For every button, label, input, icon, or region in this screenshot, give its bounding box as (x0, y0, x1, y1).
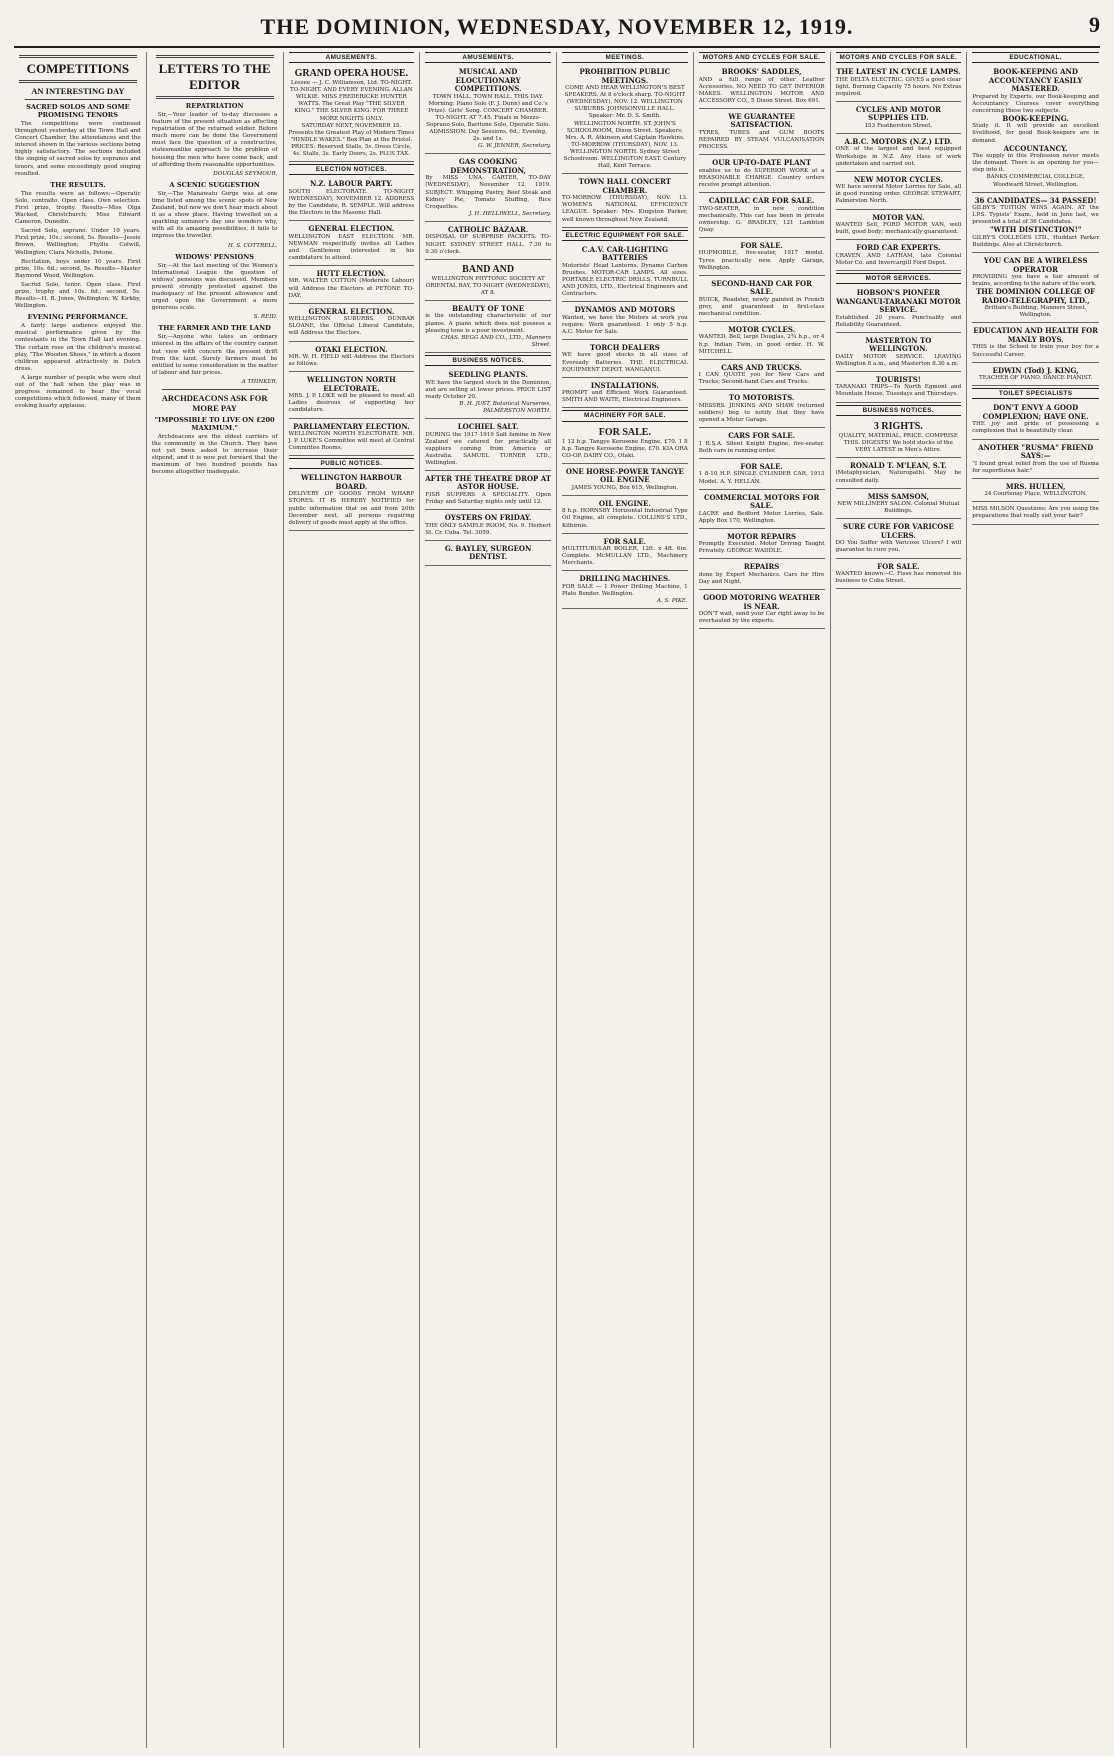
ad-title: CATHOLIC BAZAAR. (447, 224, 529, 234)
column-heading: MOTORS AND CYCLES FOR SALE. (699, 52, 825, 63)
column-heading: MACHINERY FOR SALE. (562, 410, 688, 421)
ad-body: WELLINGTON SUBURBS. DUNBAR SLOANE, the Official Liberal Candidate, will Address the Electors. (288, 316, 415, 337)
ad-title: RONALD T. M'LEAN, S.T. (850, 460, 947, 470)
story-title: ARCHDEACONS ASK FOR MORE PAY (161, 393, 268, 413)
divider (25, 99, 131, 100)
ad-title: GAS COOKING DEMONSTRATION, (450, 157, 526, 175)
ad-title: BROOKS' SADDLES, (721, 67, 802, 77)
ad-title: INSTALLATIONS. (590, 380, 659, 390)
advertisement (425, 512, 551, 541)
ad-title: DRILLING MACHINES. (579, 574, 671, 584)
advertisement (699, 324, 825, 360)
paragraph: Sacred Solo, soprano. Under 19 years. First prize, 10s.; second, 5s. Results—Jessie Brown, Wellington; Phyllis Colwill, Wellington; Clara Nicholls, Petone. (15, 228, 141, 256)
ad-body: WE have several Motor Lorries for Sale, all in good running order. GEORGE STEWART, Palmerston North. (835, 184, 962, 205)
ad-body: Wanted, we have the Motors at work you require. Work guaranteed. 1 only 5 h.p. A.C. Motor for Sale. (562, 314, 688, 335)
ad-body: HUPMOBILE, five-seater, 1917 model. Tyres practically new. Apply Garage, Wellington. (698, 250, 825, 271)
ad-body: THIS is the School to train your boy for a Successful Career. (972, 344, 1099, 358)
ad-title: TOWN HALL CONCERT CHAMBER. (578, 177, 671, 195)
ad-title: HOBSON'S PIONEER WANGANUI-TARANAKI MOTOR SERVICE. (836, 288, 961, 314)
ad-body: 1 B.S.A. Silent Knight Engine, five-seater. Both cars in running order. (698, 440, 825, 454)
advertisement (425, 369, 551, 419)
ad-title: SURE CURE FOR VARICOSE ULCERS. (842, 522, 954, 540)
ad-body: FOR SALE — 1 Power Drilling Machine, 1 Plate Bender. Wellington. (562, 583, 688, 598)
ad-body: MESSRS. JENKINS AND SHAW (returned soldiers) beg to notify that they have opened a Motor Garage. (698, 402, 825, 424)
ad-title: WE GUARANTEE SATISFACTION. (728, 111, 795, 130)
advertisement (562, 425, 688, 464)
advertisement (289, 306, 415, 342)
advertisement (699, 362, 825, 391)
column-1 (10, 52, 147, 1748)
advertisement (562, 466, 688, 496)
ad-body: TOWN HALL. TOWN HALL. THIS DAY. Morning: Piano Solo (F. J. Dunn) and Co.'s Prize). Girls' Song. CONCERT CHAMBER. (428, 93, 549, 114)
advertisement (562, 66, 688, 174)
divider (156, 96, 274, 99)
paragraph: The competitions were continued throughout yesterday at the Town Hall and Concert Chamber, the attendances and the interest shown in the various sections being highly satisfactory. The sections included the singing of sacred solos by sopranos and tenors, and some exceedingly good singing resulted. (15, 121, 141, 177)
ad-body: PROMPT and Efficient Work Guaranteed. SMITH AND WAITE, Electrical Engineers. (562, 390, 688, 404)
advertisement (836, 521, 962, 558)
ad-signature: CHAS. BEGG AND CO., LTD., Manners Street. (440, 334, 551, 348)
ad-body: GILBY'S TUITION WINS AGAIN. AT the I.P.S. Typists' Exam., held in June last, we presented a total of 36 Candidates. (972, 205, 1099, 226)
ad-body: WELLINGTON PHYTONIC SOCIETY AT ORIENTAL BAY, TO-NIGHT (WEDNESDAY), AT 8. (425, 275, 551, 296)
ad-body: TO-MORROW (THURSDAY), NOV. 13. WOMEN'S NATIONAL EFFICIENCY LEAGUE. Speaker: Mrs. Kingston Parker, well known throughout New Zealand. (562, 195, 688, 223)
ad-body: Promptly Executed. Motor Driving Taught Privately. GEORGE WADDLE. (698, 541, 825, 555)
ad-signature: G. W. JENNER, Secretary. (478, 143, 551, 150)
ad-body: WANTED known—C. Fisse has removed his business to Cuba Street. (835, 571, 962, 585)
ad-body: 24 Courtenay Place, WELLINGTON. (984, 491, 1087, 498)
ad-title: CADILLAC CAR FOR SALE. (708, 196, 815, 206)
ad-title: EDUCATION AND HEALTH FOR MANLY BOYS. (973, 326, 1098, 344)
ad-body: WE have the largest stock in the Dominion, and are selling at lower prices. PRICE LIST ready October 20. (425, 379, 551, 400)
ad-body: TO-NIGHT. AT 7.45. Finals in Mezzo-Soprano Solo, Baritone Solo, Operatic Solo. ADMISSION: Day Sessions, 6d.; Evening, 2s. and 1s. (426, 114, 551, 143)
advertisement (699, 430, 825, 459)
ad-title: TOURISTS! (875, 374, 921, 384)
advertisement (425, 156, 551, 222)
column-heading: EDUCATIONAL. (972, 52, 1099, 63)
ad-body: PROVIDING you have a fair amount of brains, according to the nature of the work. (972, 274, 1099, 288)
ad-signature: B. H. JUST, Botanical Nurseries, PALMERSTON NORTH. (459, 400, 551, 414)
ad-title: "WITH DISTINCTION!" (989, 225, 1082, 235)
ad-title: OYSTERS ON FRIDAY. (444, 513, 532, 523)
column-heading: PUBLIC NOTICES. (289, 458, 415, 469)
ad-title: DON'T ENVY A GOOD COMPLEXION; HAVE ONE. (982, 403, 1089, 421)
ad-body: DISPOSAL OF SURPRISE PACKETS. TO-NIGHT. SYDNEY STREET HALL. 7.30 to 9.30 o'clock. (425, 234, 551, 255)
ad-title: GENERAL ELECTION. (308, 306, 395, 316)
advertisement (562, 380, 688, 409)
ad-body: Brittain's Building, Manners Street, Wellington. (984, 305, 1087, 319)
ad-body: By MISS UNA CARTER, TO-DAY (WEDNESDAY), November 12, 1919. SUBJECT: Whipping Pastry, Beef Steak and Kidney Pie, Tomato Stuffing, Rice Croquettes. (425, 175, 551, 210)
advertisement (699, 240, 825, 276)
ad-title: THE LATEST IN CYCLE LAMPS. (836, 67, 961, 77)
advertisement (562, 304, 688, 340)
ad-body: THE DELTA ELECTRIC. GIVES a good clear light. Burning Capacity 75 hours. No Extras required. (835, 76, 962, 97)
ad-signature: J. H. HELLIWELL, Secretary. (469, 210, 551, 217)
ad-body: TYRES, TUBES and GUM BOOTS REPAIRED BY STEAM VULCANISATION PROCESS. (698, 129, 825, 151)
ad-title: MRS. HULLEN, (1005, 481, 1066, 491)
advertisement (699, 111, 825, 155)
ad-title: NEW MOTOR CYCLES. (853, 174, 943, 184)
ad-title: COMMERCIAL MOTORS FOR SALE. (703, 492, 820, 511)
letter-title: THE FARMER AND THE LAND (158, 324, 271, 333)
ad-title: WELLINGTON HARBOUR BOARD. (300, 473, 402, 491)
paragraph: Sacred Solo, tenor. Open class. First prize, trophy and 10s. 6d.; second, 5s. Results—H. B. Jones, Wellington; W. Kirkby, Wellington. (15, 281, 141, 310)
ad-body: WANTED, Bell, large Douglas, 2¾ h.p., or 4 h.p. Indian Twin, in good order. H. W. MITCHELL. (698, 334, 825, 355)
paragraph: Recitation, boys under 10 years. First prize, 10s. 6d.; second, 5s. Results—Master Raymond Wood, Wellington. (15, 258, 141, 279)
ad-body: DELIVERY OF GOODS FROM WHARF STORES. IT IS HEREBY NOTIFIED for public information that on and from 20th December next, all persons requiring delivery of goods must apply at the office. (288, 491, 415, 526)
letter-title: WIDOWS' PENSIONS (175, 252, 255, 261)
advertisement (699, 195, 825, 238)
advertisement (562, 536, 688, 572)
ad-title: FOR SALE. (877, 561, 920, 571)
ad-title: AFTER THE THEATRE DROP AT ASTOR HOUSE. (425, 473, 551, 492)
letter-signature: H. S. COTTRELL. (227, 242, 278, 249)
ad-title: GRAND OPERA HOUSE. (294, 68, 409, 80)
ad-body: MULTITUBULAR BOILER, 12ft. x 4ft. 6in. Complete. McMULLAN LTD., Machinery Merchants. (562, 546, 688, 567)
ad-title: WELLINGTON NORTH ELECTORATE. (306, 375, 396, 393)
advertisement (972, 481, 1099, 503)
column-6 (694, 52, 831, 1748)
ad-title: FOR SALE. (740, 461, 783, 471)
column-7 (831, 52, 968, 1748)
advertisement (836, 174, 962, 210)
section-heading: COMPETITIONS (26, 61, 130, 76)
column-4 (420, 52, 557, 1748)
ad-title: BOOK-KEEPING. (1002, 113, 1069, 123)
advertisement (836, 136, 962, 172)
ad-body: LACRE and Bedford Motor Lorries, Sale. Apply Box 170, Wellington. (698, 510, 825, 524)
advertisement (425, 421, 551, 471)
ad-title: EDWIN (Tod) J. KING, (992, 365, 1079, 375)
ad-body: FISH SUPPERS A SPECIALITY. Open Friday and Saturday nights only until 12. (425, 491, 551, 506)
advertisement (972, 504, 1099, 524)
ad-title: PARLIAMENTARY ELECTION. (293, 421, 410, 431)
ad-body: Established 20 years. Punctuality and Reliability Guaranteed. (835, 314, 962, 328)
ad-body: TARANAKI TRIPS—To North Egmont and Mountain House, Tuesdays and Thursdays. (835, 384, 962, 398)
ad-title: PROHIBITION PUBLIC MEETINGS. (579, 67, 671, 85)
column-heading: MEETINGS. (562, 52, 688, 63)
column-heading: BUSINESS NOTICES. (425, 355, 551, 366)
ad-body: WELLINGTON NORTH ELECTORATE. MR. J. P. LUKE'S Committee will meet at Central Committee Rooms. (288, 431, 415, 452)
ad-title: 3 RIGHTS. (873, 420, 923, 432)
ad-body: DURING the 1917-1919 Salt famine in New Zealand we catered for practically all suppliers coming from America or Australia. SAMUEL TURNER LTD., Wellington. (425, 431, 551, 466)
ad-body: "I found great relief from the use of Rusma for superfluous hair." (972, 460, 1099, 474)
column-2 (147, 52, 284, 1748)
ad-title: MOTOR REPAIRS (727, 531, 797, 541)
advertisement (425, 224, 551, 260)
ad-body: Study it. It will provide an excellent livelihood, for good Book-keepers are in demand. (972, 123, 1099, 144)
advertisement (425, 262, 551, 301)
ad-body: 153 Featherston Street. (864, 122, 933, 129)
advertisement (289, 421, 415, 457)
letter-signature: S. REID. (253, 314, 278, 321)
ad-title: MOTOR VAN. (872, 212, 925, 222)
ad-body: TWO-SEATER, in new condition mechanically. This car has been in private ownership. G. BRADLEY, 121 Lambton Quay. (698, 205, 825, 233)
advertisement (836, 66, 962, 102)
column-8 (967, 52, 1104, 1748)
divider (19, 80, 137, 83)
ad-title: MISS SAMSON, (867, 491, 929, 501)
subhead: THE RESULTS. (50, 180, 106, 189)
advertisement (289, 344, 415, 373)
paragraph: A large number of people who were shut out of the hall when the play was in progress remained to hear the vocal competitions which followed, many of them evoking hearty applause. (15, 374, 141, 410)
column-heading: ELECTION NOTICES. (289, 164, 415, 175)
advertisement (699, 531, 825, 560)
ad-title: BEAUTY OF TONE (452, 303, 525, 313)
column-3 (284, 52, 421, 1748)
ad-title: LOCHIEL SALT. (457, 422, 519, 431)
advertisement (562, 498, 688, 534)
ad-title: OUR UP-TO-DATE PLANT (712, 158, 812, 168)
ad-title: A.B.C. MOTORS (N.Z.) LTD. (844, 136, 953, 146)
ad-prices: PRICES: Reserved Stalls, 5s. Dress Circle, 4s. Stalls, 3s. Early Doors, 2s. PLUS TAX. (291, 143, 412, 158)
advertisement (836, 242, 962, 271)
subhead: EVENING PERFORMANCE. (27, 313, 129, 322)
ad-body: WANTED Sell, FORD MOTOR VAN, well built, good body; mechanically guaranteed. (835, 222, 962, 236)
ad-body: enables us to do SUPERIOR WORK at a REASONABLE CHARGE. Country orders receive prompt attention. (698, 167, 825, 188)
ad-body: CRAVEN AND LATHAM, late Colonial Motor Co. and Invercargill Ford Depot. (835, 252, 962, 266)
column-heading: AMUSEMENTS. (425, 52, 551, 63)
ad-body: TEACHER OF PIANO. DANCE PIANIST. (979, 375, 1093, 382)
ad-title: OTAKI ELECTION. (315, 344, 388, 354)
ad-title: FOR SALE. (598, 426, 651, 438)
column-5 (557, 52, 694, 1748)
ad-body: TO-MORROW (THURSDAY), NOV. 13. WELLINGTON NORTH. Sydney Street Schoolroom. WELLINGTON EAST. Century Hall, Kent Terrace. (563, 141, 687, 170)
section-heading: LETTERS TO THE EDITOR (158, 61, 271, 92)
ad-body: JAMES YOUNG, Box 615, Wellington. (571, 484, 678, 491)
advertisement (836, 419, 962, 458)
columns (10, 52, 1104, 1748)
advertisement (562, 573, 688, 609)
ad-title: FORD CAR EXPERTS. (856, 243, 941, 253)
ad-body: 1 8-10 H.P. SINGLE CYLINDER CAR, 1913 Model. A. Y. HELLAN. (698, 471, 825, 485)
advertisement (699, 561, 825, 590)
letter-signature: A THINKER. (241, 378, 278, 385)
ad-title: TORCH DEALERS (590, 342, 660, 352)
advertisement (699, 66, 825, 109)
ad-body: THE ONLY SAMPLE ROOM, No. 9. Herbert St. Cr. Cuba. Tel. 3059. (425, 522, 551, 536)
ad-title: GOOD MOTORING WEATHER IS NEAR. (703, 593, 821, 611)
divider (156, 55, 274, 58)
advertisement (699, 278, 825, 322)
ad-title: TO MOTORISTS. (728, 393, 795, 403)
ad-title: BAND AND (462, 263, 515, 275)
ad-title: CYCLES AND MOTOR SUPPLIES LTD. (855, 104, 941, 123)
advertisement (562, 342, 688, 378)
advertisement (425, 66, 551, 154)
advertisement (289, 374, 415, 418)
advertisement (972, 255, 1099, 323)
story-subtitle: "IMPOSSIBLE TO LIVE ON £200 MAXIMUM." (154, 416, 275, 432)
advertisement (836, 212, 962, 241)
advertisement (836, 335, 962, 372)
advertisement (836, 561, 962, 590)
advertisement (836, 491, 962, 520)
ad-title: MASTERTON TO WELLINGTON. (865, 335, 932, 354)
ad-title: N.Z. LABOUR PARTY. (310, 179, 393, 189)
ad-title: HUTT ELECTION. (316, 268, 387, 278)
ad-title: G. BAYLEY, SURGEON DENTIST. (444, 543, 532, 562)
ad-title: GENERAL ELECTION. (308, 224, 395, 234)
divider (19, 55, 137, 58)
advertisement (972, 195, 1099, 253)
ad-body: GILBY'S COLLEGES LTD., Huddart Parker Buildings. Also at Christchurch. (972, 234, 1099, 248)
ad-title: REPAIRS (743, 562, 780, 572)
column-heading: ELECTRIC EQUIPMENT FOR SALE. (562, 230, 688, 241)
column-heading: BUSINESS NOTICES. (836, 405, 962, 416)
ad-body: I CAN QUOTE you for New Cars and Trucks; Second-hand Cars and Trucks. (698, 372, 825, 386)
ad-title: ANOTHER "RUSMA" FRIEND SAYS:— (978, 442, 1094, 461)
paragraph: A fairly large audience enjoyed the musical performance given by the contestants in the Town Hall last evening. The curtain rose on the children's musical play, "The Wooden Shoes," in which a dozen children appeared attractively in Dutch dress. (15, 323, 141, 372)
ad-title: FOR SALE. (603, 536, 647, 546)
ad-title: YOU CAN BE A WIRELESS OPERATOR (983, 256, 1088, 274)
advertisement (972, 365, 1099, 387)
ad-title: CARS FOR SALE. (728, 431, 796, 441)
advertisement (972, 66, 1099, 193)
paragraph: The results were as follows:—Operatic Solo, contralto. Open class. Own selection. First prize, trophy. Results—Miss Olga Wacked, Christchurch; Miss Edward Cameron, Dunedin. (15, 190, 141, 226)
advertisement (425, 303, 551, 353)
ad-title: MUSICAL AND ELOCUTIONARY COMPETITIONS. (454, 67, 522, 94)
letter-title: A SCENIC SUGGESTION (169, 180, 260, 189)
ad-title: 36 CANDIDATES— 34 PASSED! (974, 195, 1097, 205)
ad-title: DYNAMOS AND MOTORS (574, 305, 676, 315)
ad-body: 8 h.p. HORNSBY Horizontal Industrial Type Oil Engine, all complete. COLLINS'S LTD., Kilbirnie. (562, 508, 688, 529)
advertisement (289, 268, 415, 304)
ad-title: THE DOMINION COLLEGE OF RADIO-TELEGRAPHY, LTD., (976, 287, 1096, 305)
ad-title: CARS AND TRUCKS. (721, 362, 802, 372)
advertisement (562, 244, 688, 302)
ad-body: WE have good stocks in all sizes of Eveready Batteries. THE ELECTRICAL EQUIPMENT DEPOT, WANGANUI. (562, 352, 688, 373)
divider (162, 389, 268, 390)
advertisement (972, 442, 1099, 479)
ad-body: Prepared by Experts, our Book-keeping and Accountancy Courses cover everything concerning these two subjects. (972, 93, 1099, 114)
ad-body: MR. W. H. FIELD will Address the Electors as follows. (288, 354, 415, 368)
advertisement (425, 473, 551, 510)
ad-body: WELLINGTON NORTH. ST. JOHN'S SCHOOLROOM, Dixon Street. Speakers: Mrs. A. R. Atkinson and Captain Hawkins. (565, 120, 685, 141)
ad-title: SECOND-HAND CAR FOR SALE. (711, 278, 812, 297)
ad-title: SEEDLING PLANTS. (448, 370, 528, 380)
ad-body: DO You Suffer with Varicose Ulcers? I will guarantee to cure you. (835, 540, 962, 554)
letter-body: Sir,—Your leader of to-day discusses a feature of the present situation as affecting repatriation of the returned soldier. Before much more can be done the Government must face the question of a constructive, statesmanlike approach to the problem of housing the men who have come back, and of affording them reasonable opportunities. (151, 112, 278, 168)
ad-body: QUALITY, MATERIAL, PRICE. COMPRISE THIS. DIGESTS! We hold stocks of the VERY LATEST in Men's Attire. (838, 432, 958, 453)
column-heading: MOTORS AND CYCLES FOR SALE. (836, 52, 962, 63)
advertisement (289, 178, 415, 221)
ad-title: MOTOR CYCLES. (728, 324, 796, 334)
ad-title: ACCOUNTANCY. (1003, 143, 1068, 153)
ad-body: AND a full range of other Leather Accessories. NO NEED TO GET INFERIOR MAKES. WELLINGTON MOTOR AND ACCESSORY CO., 5 Dixon Street. Box 691. (698, 76, 825, 104)
ad-body: Motorists' Head Lanterns. Dynamo Carbon Brushes. MOTOR-CAR LAMPS. All sizes. PORTABLE ELECTRIC DRILLS. TURNBULL AND JONES, LTD., Electrical Engineers and Contractors. (562, 262, 688, 298)
ad-body: SATURDAY NEXT, NOVEMBER 15. Presents the Greatest Play of Modern Times "HINDLE WAKES." Box Plan at the Bristol. (288, 122, 415, 143)
page-number: 9 (1089, 12, 1100, 37)
ad-body: COME AND HEAR WELLINGTON'S BEST SPEAKERS. At 8 o'clock sharp. TO-NIGHT (WEDNESDAY), NOV. 12. WELLINGTON SUBURBS. JOHNSONVILLE HALL. Speaker: Mr. D. S. Smith. (564, 85, 686, 120)
ad-title: C.A.V. CAR-LIGHTING BATTERIES (581, 244, 668, 263)
letter-body: Sir,—The Manawatu Gorge was at one time listed among the scenic spots of New Zealand, but now we don't hear much about it as a show place. Having travelled on a sparkling summer's day one wonders why, with all its amazing possibilities, it fails to impress the traveller. (151, 190, 278, 240)
advertisement (699, 492, 825, 529)
advertisement (836, 104, 962, 134)
ad-title: ONE HORSE-POWER TANGYE OIL ENGINE (565, 466, 684, 485)
letter-body: Sir,—At the last meeting of the Women's International League the question of widows' pensions was discussed. Members present strongly protested against the inadequacy of the present allowance and urged upon the Government a more generous scale. (151, 262, 278, 312)
advertisement (699, 157, 825, 193)
ad-signature: BANKS COMMERCIAL COLLEGE, Woodward Street, Wellington. (986, 174, 1085, 188)
advertisement (836, 460, 962, 489)
story-subheading: AN INTERESTING DAY (31, 86, 125, 96)
ad-body: (Metaphysician, Naturopath). May be consulted daily. (835, 470, 962, 484)
ad-body: ONE of the largest and best equipped Workshops in N.Z. Any class of work undertaken and carried out. (835, 146, 962, 167)
advertisement (699, 461, 825, 490)
ad-title: FOR SALE. (740, 240, 783, 250)
letter-signature: DOUGLAS SEYMOUR, (213, 170, 278, 177)
ad-body: MR. WALTER COTTON (Moderate Labour) will Address the Electors at PETONE TO-DAY. (288, 278, 415, 299)
ad-body: THE joy and pride of possessing a complexion that is beautifully clear. (972, 421, 1099, 435)
ad-body: Lessee — J. C. Williamson, Ltd. TO-NIGHT. TO-NIGHT. AND EVERY EVENING. ALLAN WILKIE. MISS FREDERICKE HUNTER WATTS. The Great Play "THE SILVER KING." THE SILVER KING. FOR THREE MORE NIGHTS ONLY. (290, 80, 413, 122)
advertisement (425, 543, 551, 566)
advertisement (562, 176, 688, 227)
letter-body: Sir,—Anyone who takes an ordinary interest in the affairs of the country cannot but view with concern the present drift from the land. Surely farmers must be entitled to some consideration in the matter of labour and fair prices. (151, 334, 278, 376)
advertisement (289, 472, 415, 530)
ad-body: BUICK, Roadster, newly painted in French grey, and guaranteed in first-class mechanical condition. (698, 296, 825, 317)
ad-body: done by Expert Mechanics. Cars for Hire Day and Night. (698, 571, 825, 586)
ad-body: is the outstanding characteristic of our pianos. A piano which does not possess a pleasing tone is a poor investment. (425, 313, 551, 334)
letter-title: REPATRIATION (185, 102, 244, 110)
masthead-title: THE DOMINION, WEDNESDAY, NOVEMBER 12, 1919. (260, 14, 854, 39)
ad-title: OIL ENGINE. (598, 498, 651, 508)
ad-body: MRS. J. P. LOKE will be pleased to meet all Ladies desirous of supporting her candidature. (288, 393, 415, 414)
advertisement (836, 287, 962, 333)
ad-body: MISS MILSON Questions: Are you using the preparations that really suit your hair? (972, 506, 1099, 520)
advertisement (836, 374, 962, 403)
advertisement (972, 402, 1099, 439)
ad-signature: A. S. PIKE. (656, 598, 688, 605)
ad-body: NEW MILLINERY SALON. Colonial Mutual Buildings. (837, 501, 960, 515)
paragraph: Archdeacons are the oldest carriers of the community in the Church. They have not yet been asked to increase their stipend, and it is now put forward that the maximum of two hundred pounds has become altogether inadequate. (151, 434, 278, 476)
story-title: SACRED SOLOS AND SOME PROMISING TENORS (26, 103, 130, 119)
ad-title: BOOK-KEEPING AND ACCOUNTANCY EASILY MASTERED. (988, 67, 1083, 94)
ad-body: DAILY MOTOR SERVICE. LEAVING Wellington 8 a.m., and Masterton 8.30 a.m. (835, 353, 962, 367)
ad-body: SOUTH ELECTORATE. TO-NIGHT (WEDNESDAY), NOVEMBER 12. ADDRESS by the Candidate, R. SEMPLE. Will address the Electors in the Masonic Hall. (288, 188, 415, 216)
column-heading: AMUSEMENTS. (289, 52, 415, 63)
advertisement (699, 592, 825, 629)
ad-body: 1 12 h.p. Tangye Kerosene Engine, £70. 1 8 h.p. Tangye Kerosene Engine, £70. KIA ORA CO-OP. DAIRY CO., Otaki. (562, 438, 688, 459)
column-heading: MOTOR SERVICES. (836, 273, 962, 284)
ad-body: The supply in this Profession never meets the demand. There is an opening for you—step into it. (972, 153, 1099, 174)
masthead (14, 12, 1100, 48)
ad-body: WELLINGTON EAST ELECTION. MR. NEWMAN respectfully invites all Ladies and Gentlemen interested in his candidature to attend. (288, 233, 415, 261)
column-heading: TOILET SPECIALISTS (972, 388, 1099, 399)
ad-body: DON'T wait, send your Car right away to be overhauled by the experts. (698, 611, 825, 625)
advertisement (972, 325, 1099, 362)
advertisement (699, 392, 825, 428)
advertisement (289, 223, 415, 266)
advertisement (289, 66, 415, 162)
